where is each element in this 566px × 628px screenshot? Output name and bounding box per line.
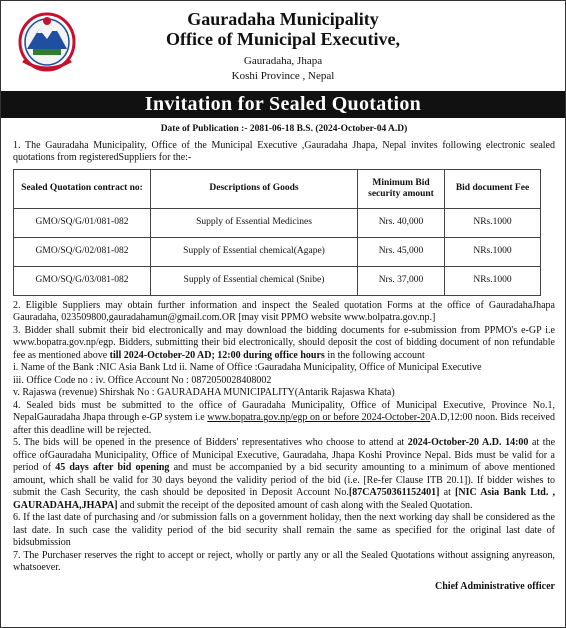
cell-description: Supply of Essential chemical(Agape) bbox=[151, 237, 358, 266]
cell-contract-no: GMO/SQ/G/02/081-082 bbox=[14, 237, 151, 266]
publication-date: Date of Publication :- 2081-06-18 B.S. (2024-October-04 A.D) bbox=[160, 124, 408, 134]
cell-document-fee: NRs.1000 bbox=[445, 266, 541, 295]
notice-title-banner: Invitation for Sealed Quotation bbox=[1, 91, 565, 118]
bid-validity-period: 45 days after bid opening bbox=[55, 462, 170, 473]
paragraph-4-text: 4. Sealed bids must be submitted to the office of Gauradaha Municipality, Office of Municipal Executive, Province No.1, NepalGauradaha Jhapa through e-GP system i.e bbox=[13, 399, 555, 423]
signature: Chief Administrative officer bbox=[435, 580, 555, 592]
deposit-account-no: [87CA750361152401] bbox=[348, 487, 440, 498]
paragraph-1: 1. The Gauradaha Municipality, Office of the Municipal Executive ,Gauradaha Jhapa, Nepal invites following electronic sealed quotations from registeredSuppliers for the:- bbox=[13, 139, 555, 163]
header bbox=[1, 1, 565, 89]
header-text bbox=[1, 9, 565, 83]
account-line-2: iii. Office Code no : iv. Office Account No : 0872050028408002 bbox=[13, 374, 272, 386]
office-name: Office of Municipal Executive, bbox=[166, 29, 400, 49]
paragraph-5-at: at bbox=[443, 487, 451, 498]
paragraph-4 bbox=[13, 400, 555, 438]
paragraph-4-tail: A.D,12:00 noon. Bids received after this deadline will be rejected. bbox=[13, 412, 555, 436]
org-name: Gauradaha Municipality bbox=[187, 9, 379, 29]
cell-contract-no: GMO/SQ/G/03/081-082 bbox=[14, 266, 151, 295]
col-header-description: Descriptions of Goods bbox=[151, 169, 358, 208]
account-line-1: i. Name of the Bank :NIC Asia Bank Ltd ii. Name of Office :Gauradaha Municipality, Office of Municipal Executive bbox=[13, 362, 482, 373]
cell-description: Supply of Essential chemical (Snibe) bbox=[151, 266, 358, 295]
bid-opening-datetime: 2024-October-20 A.D. 14:00 bbox=[407, 437, 529, 448]
col-header-document-fee: Bid document Fee bbox=[445, 169, 541, 208]
col-header-contract-no: Sealed Quotation contract no: bbox=[14, 169, 151, 208]
notice-body bbox=[13, 123, 555, 593]
paragraph-3 bbox=[13, 325, 555, 363]
paragraph-5-text-3: and must be accompanied by a bid security amounting to a minimum of above mentioned amount, which shall be valid for 30 days beyond the validity period of the bid (i.e. [Re-fer Clause ITB 20.1]). If bidder wishes to submit the Cash Security, the cash should be deposited in Deposit Account No. bbox=[13, 462, 555, 498]
cell-bid-security: Nrs. 37,000 bbox=[358, 266, 445, 295]
egp-link[interactable]: www.bopatra.gov.np/egp on or before 2024-October-20 bbox=[207, 412, 431, 423]
paragraph-5-tail: and submit the receipt of the deposited amount of cash along with the Sealed Quotation. bbox=[120, 499, 473, 511]
table-row bbox=[14, 266, 541, 295]
paragraph-5-text: 5. The bids will be opened in the presence of Bidders' representatives who choose to attend at bbox=[13, 437, 405, 448]
table-row bbox=[14, 237, 541, 266]
cell-bid-security: Nrs. 45,000 bbox=[358, 237, 445, 266]
table-header-row bbox=[14, 169, 541, 208]
cell-description: Supply of Essential Medicines bbox=[151, 208, 358, 237]
deposit-bank: [NIC Asia Bank Ltd. , GAURADAHA,JHAPA] bbox=[13, 487, 556, 511]
col-header-bid-security: Minimum Bid security amount bbox=[358, 169, 445, 208]
cell-contract-no: GMO/SQ/G/01/081-082 bbox=[14, 208, 151, 237]
paragraph-2: 2. Eligible Suppliers may obtain further information and inspect the Sealed quotation Forms at the office of GauradahaJhapa Gauradaha, 023509800,gauradahamun@gmail.com.OR [may visit PPMO website www.bolpatra.gov.np.] bbox=[13, 299, 555, 323]
paragraph-3-text: 3. Bidder shall submit their bid electronically and may download the bidding documents for e-submission from PPMO's e-GP i.e www.bopatra.gov.np/egp. Bidders, submitting their bid electronically, should deposit the cost of bidding document of non refundable fee as mentioned above bbox=[13, 324, 555, 361]
paragraph-5-text-2: at the office ofGauradaha Municipality, Office of Municipal Executive, Gauradaha, Jhapa Koshi Province Nepal. Bids must be valid for a period of bbox=[13, 437, 556, 473]
paragraph-6: 6. If the last date of purchasing and /or submission falls on a government holiday, then the next working day shall be considered as the last date. In such case the validity period of the bid security shall remain the same as specified for the original last date of bidsubmission bbox=[13, 512, 555, 548]
cell-document-fee: NRs.1000 bbox=[445, 237, 541, 266]
paragraph-3-tail: in the following account bbox=[327, 349, 425, 361]
table-row bbox=[14, 208, 541, 237]
paragraph-7: 7. The Purchaser reserves the right to accept or reject, wholly or partly any or all the Sealed Quotations without assigning anyreason, whatsoever. bbox=[13, 549, 555, 573]
address-line-1: Gauradaha, Jhapa bbox=[243, 55, 323, 67]
address-line-2: Koshi Province , Nepal bbox=[231, 70, 335, 82]
cell-bid-security: Nrs. 40,000 bbox=[358, 208, 445, 237]
paragraph-5 bbox=[13, 437, 555, 512]
quotation-table bbox=[13, 169, 541, 296]
submission-deadline: till 2024-October-20 AD; 12:00 during office hours bbox=[109, 349, 325, 361]
cell-document-fee: NRs.1000 bbox=[445, 208, 541, 237]
account-line-3: v. Rajaswa (revenue) Shirshak No : GAURADAHA MUNICIPALITY(Antarik Rajaswa Khata) bbox=[13, 387, 395, 398]
